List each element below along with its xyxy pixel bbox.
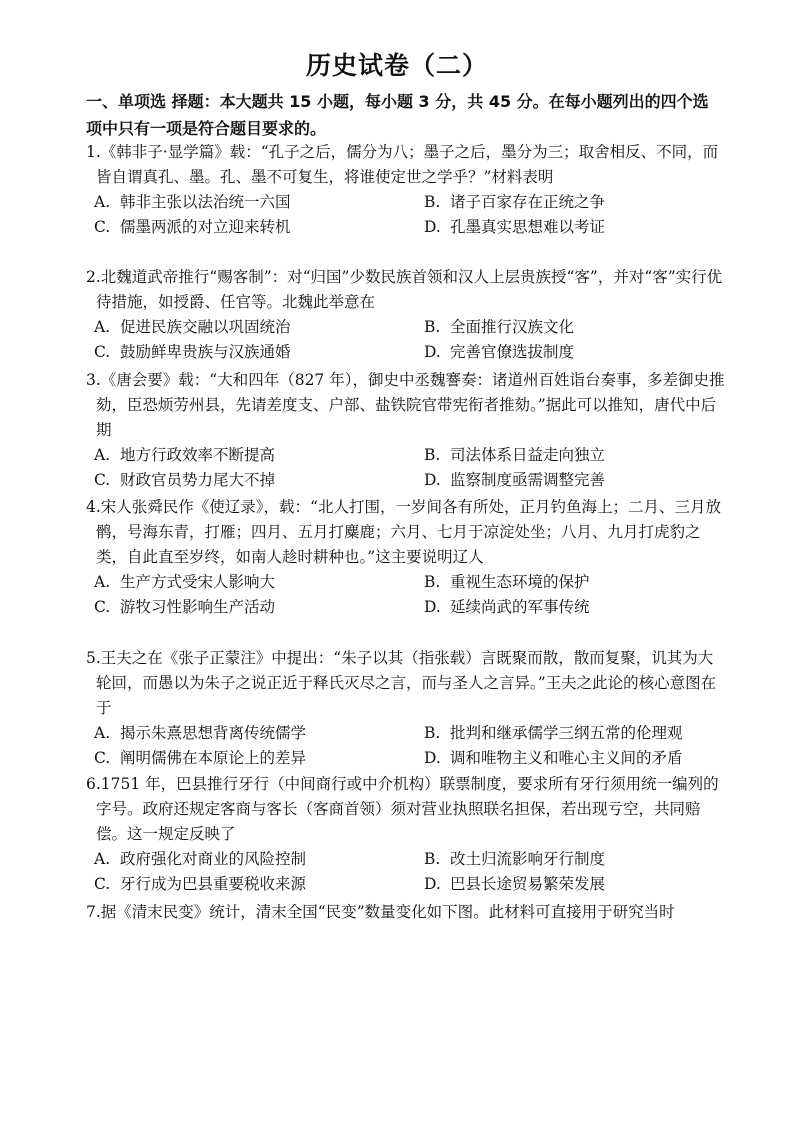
option-b[interactable]	[424, 721, 734, 746]
question-7	[86, 900, 726, 925]
option-b[interactable]	[424, 315, 734, 340]
question-stem: 2.北魏道武帝推行“赐客制”：对“归国”少数民族首领和汉人上层贵族授“客”，并对“客”实行优待措施，如授爵、任官等。北魏此举意在	[86, 268, 723, 311]
section-instruction: 一、单项选 择题：本大题共 15 小题，每小题 3 分，共 45 分。在每小题列出的四个选项中只有一项是符合题目要求的。	[86, 92, 709, 138]
option-letter: A.	[94, 446, 111, 464]
option-list	[94, 315, 726, 365]
option-d[interactable]	[424, 468, 734, 493]
question-stem: 5.王夫之在《张子正蒙注》中提出：“朱子以其（指张载）言既聚而散，散而复聚，讥其为大轮回，而愚以为朱子之说正近于释氏灭尽之言，而与圣人之言异。”王夫之此论的核心意图在于	[86, 649, 717, 717]
option-letter: D.	[424, 218, 441, 236]
option-a[interactable]	[94, 190, 424, 215]
question-1	[86, 140, 726, 240]
option-letter: B.	[424, 724, 441, 742]
option-text: 地方行政效率不断提高	[120, 446, 276, 464]
question-stem: 4.宋人张舜民作《使辽录》，载：“北人打围，一岁间各有所处，正月钓鱼海上；二月、三月放鹘，号海东青，打雁；四月、五月打麋鹿；六月、七月于凉淀处坐；八月、九月打虎豹之类，自此直至岁终，如南人趁时耕种也。”这主要说明辽人	[86, 498, 721, 566]
option-text: 揭示朱熹思想背离传统儒学	[120, 724, 307, 742]
question-stem: 6.1751 年，巴县推行牙行（中间商行或中介机构）联票制度，要求所有牙行须用统一编列的字号。政府还规定客商与客长（客商首领）须对营业执照联名担保，若出现亏空，共同赔偿。这一规定反映了	[86, 775, 719, 843]
option-c[interactable]	[94, 340, 424, 365]
option-text: 诸子百家存在正统之争	[450, 193, 606, 211]
option-c[interactable]	[94, 215, 424, 240]
option-d[interactable]	[424, 872, 734, 897]
option-text: 完善官僚选拔制度	[450, 343, 575, 361]
option-letter: A.	[94, 573, 111, 591]
option-b[interactable]	[424, 190, 734, 215]
option-text: 牙行成为巴县重要税收来源	[120, 875, 307, 893]
option-text: 鼓励鲜卑贵族与汉族通婚	[120, 343, 291, 361]
option-b[interactable]	[424, 443, 734, 468]
option-text: 政府强化对商业的风险控制	[120, 850, 307, 868]
option-c[interactable]	[94, 595, 424, 620]
option-text: 生产方式受宋人影响大	[120, 573, 276, 591]
option-letter: B.	[424, 446, 441, 464]
option-text: 财政官员势力尾大不掉	[120, 471, 276, 489]
option-text: 监察制度亟需调整完善	[450, 471, 606, 489]
option-text: 批判和继承儒学三纲五常的伦理观	[450, 724, 683, 742]
option-list	[94, 190, 726, 240]
option-letter: C.	[94, 749, 111, 767]
option-letter: C.	[94, 875, 111, 893]
option-b[interactable]	[424, 847, 734, 872]
option-a[interactable]	[94, 443, 424, 468]
option-letter: C.	[94, 598, 111, 616]
option-letter: A.	[94, 318, 111, 336]
question-stem: 7.据《清末民变》统计，清末全国“民变”数量变化如下图。此材料可直接用于研究当时	[86, 903, 675, 921]
option-text: 促进民族交融以巩固统治	[120, 318, 291, 336]
page-title: 历史试卷（二）	[305, 51, 488, 80]
option-d[interactable]	[424, 340, 734, 365]
option-text: 韩非主张以法治统一六国	[120, 193, 291, 211]
option-letter: D.	[424, 343, 441, 361]
option-c[interactable]	[94, 872, 424, 897]
option-letter: A.	[94, 724, 111, 742]
option-a[interactable]	[94, 570, 424, 595]
question-3	[86, 368, 726, 493]
option-text: 阐明儒佛在本原论上的差异	[120, 749, 307, 767]
question-stem: 3.《唐会要》载：“大和四年（827 年），御史中丞魏謇奏：诸道州百姓诣台奏事，多差御史推劾，臣恐烦劳州县，先请差度支、户部、盐铁院官带宪衔者推劾。”据此可以推知，唐代中后期	[86, 371, 725, 439]
option-text: 巴县长途贸易繁荣发展	[450, 875, 606, 893]
option-letter: A.	[94, 850, 111, 868]
option-text: 儒墨两派的对立迎来转机	[120, 218, 291, 236]
option-letter: C.	[94, 343, 111, 361]
option-letter: B.	[424, 850, 441, 868]
option-list	[94, 847, 726, 897]
option-letter: C.	[94, 471, 111, 489]
option-letter: A.	[94, 193, 111, 211]
option-list	[94, 570, 726, 620]
question-4	[86, 495, 726, 620]
option-letter: D.	[424, 471, 441, 489]
option-letter: B.	[424, 318, 441, 336]
option-text: 司法体系日益走向独立	[450, 446, 606, 464]
question-2	[86, 265, 726, 365]
option-a[interactable]	[94, 847, 424, 872]
option-letter: B.	[424, 193, 441, 211]
question-stem: 1.《韩非子·显学篇》载：“孔子之后，儒分为八；墨子之后，墨分为三；取舍相反、不同，而皆自谓真孔、墨。孔、墨不可复生，将谁使定世之学乎？”材料表明	[86, 143, 719, 186]
option-c[interactable]	[94, 468, 424, 493]
option-letter: D.	[424, 749, 441, 767]
option-text: 全面推行汉族文化	[450, 318, 575, 336]
option-c[interactable]	[94, 746, 424, 771]
option-text: 延续尚武的军事传统	[450, 598, 590, 616]
option-a[interactable]	[94, 315, 424, 340]
option-text: 调和唯物主义和唯心主义间的矛盾	[450, 749, 683, 767]
option-a[interactable]	[94, 721, 424, 746]
question-5	[86, 646, 726, 771]
option-d[interactable]	[424, 595, 734, 620]
option-text: 重视生态环境的保护	[450, 573, 590, 591]
option-d[interactable]	[424, 746, 734, 771]
option-text: 游牧习性影响生产活动	[120, 598, 276, 616]
option-list	[94, 721, 726, 771]
option-letter: C.	[94, 218, 111, 236]
option-b[interactable]	[424, 570, 734, 595]
option-text: 改土归流影响牙行制度	[450, 850, 606, 868]
option-d[interactable]	[424, 215, 734, 240]
option-letter: B.	[424, 573, 441, 591]
question-6	[86, 772, 726, 897]
option-letter: D.	[424, 598, 441, 616]
option-text: 孔墨真实思想难以考证	[450, 218, 606, 236]
option-list	[94, 443, 726, 493]
option-letter: D.	[424, 875, 441, 893]
